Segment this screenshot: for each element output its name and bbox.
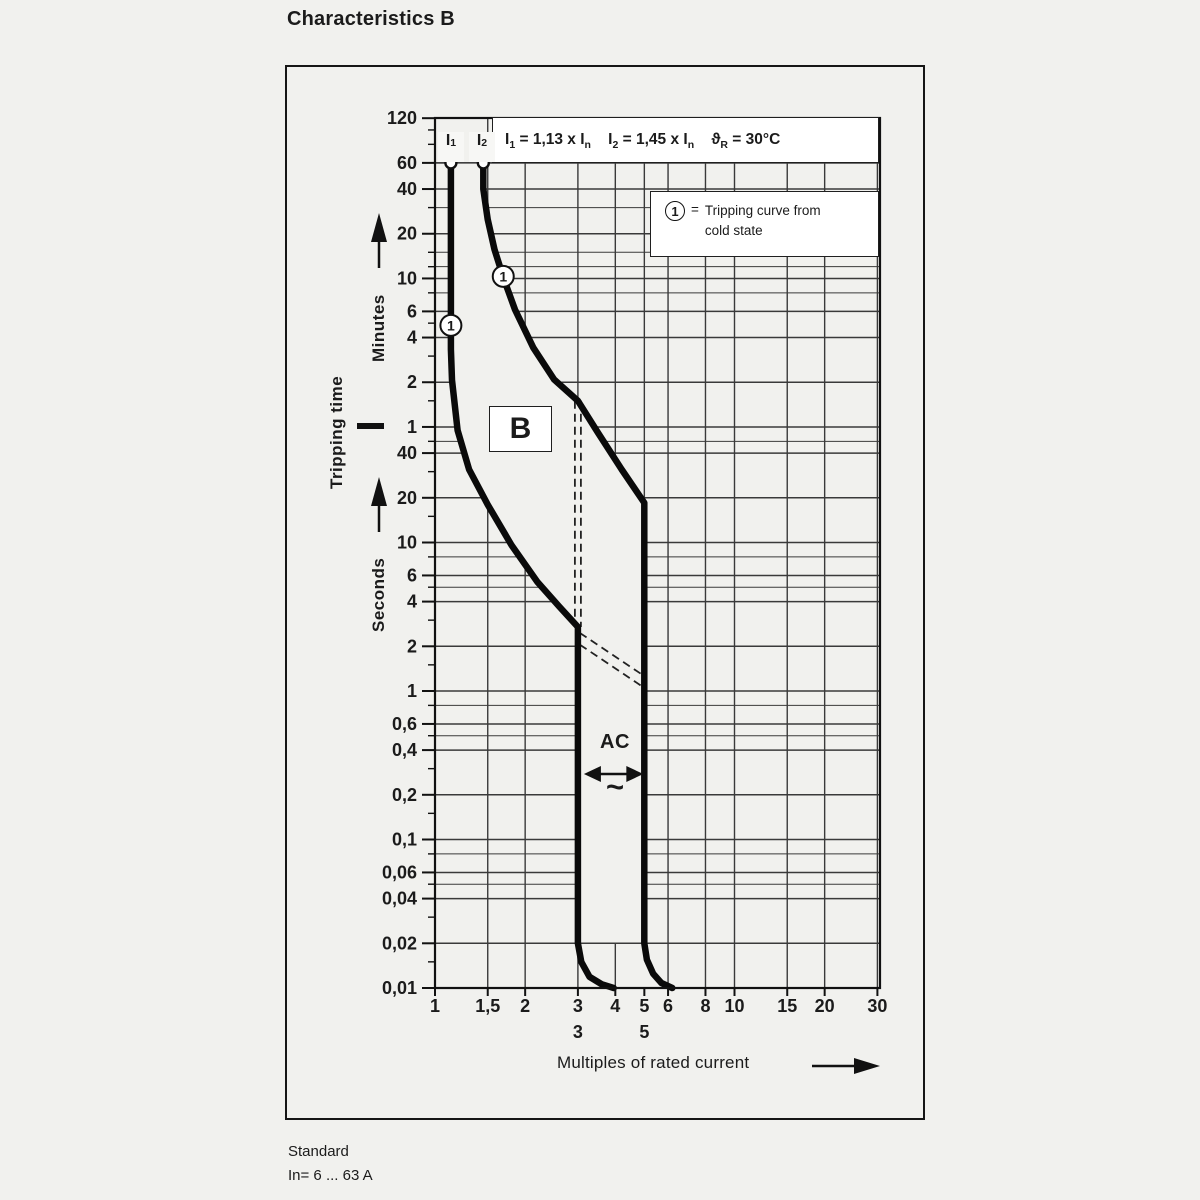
x-tick-label: 10	[724, 996, 745, 1016]
curve-start-label-i1	[438, 132, 464, 162]
x-tick-label: 5	[639, 996, 650, 1016]
y-tick-label: 0,2	[391, 784, 417, 805]
y-tick-label: 120	[386, 108, 417, 129]
x-tick-label: 6	[663, 996, 674, 1016]
formula-subscript: 1	[450, 136, 457, 149]
legend-text	[705, 201, 821, 242]
formula-text: = 30°C	[727, 131, 781, 148]
curve-start-label-i2	[469, 132, 495, 162]
formula-text: = 1,13 x I	[515, 131, 585, 148]
x-tick-label: 30	[867, 996, 888, 1016]
y-tick-label: 0,1	[391, 829, 417, 850]
formula-subscript: R	[720, 138, 728, 151]
y-axis-title: Tripping time	[327, 375, 346, 489]
formula-text: I	[590, 131, 613, 148]
y-axis-unit-minutes: Minutes	[369, 294, 388, 362]
y-tick-label: 1	[406, 416, 417, 437]
curve-marker-number: 1	[446, 317, 455, 334]
x-axis-title: Multiples of rated current	[557, 1053, 750, 1072]
page-title: Characteristics B	[287, 8, 455, 30]
y-tick-label: 0,02	[381, 933, 417, 954]
x-tick-label: 2	[520, 996, 531, 1016]
y-tick-label: 40	[396, 179, 417, 200]
footer	[288, 1140, 373, 1188]
y-tick-label: 10	[396, 532, 417, 553]
legend-equals: =	[691, 202, 699, 217]
x-tick-label: 3	[572, 996, 583, 1016]
y-tick-label: 6	[406, 301, 417, 322]
y-tick-label: 60	[396, 152, 417, 173]
formula-text: I	[445, 132, 451, 149]
x-tick-label: 15	[777, 996, 798, 1016]
y-tick-label: 40	[396, 443, 417, 464]
formula-text: = 1,45 x I	[618, 131, 688, 148]
formula-subscript: n	[687, 138, 695, 151]
ac-region-label: AC	[600, 731, 630, 753]
y-tick-label: 2	[406, 372, 417, 393]
x-axis-arrow-head	[854, 1058, 880, 1074]
legend-curve-marker: 1	[665, 201, 685, 221]
curve-marker-number: 1	[499, 268, 508, 285]
y-tick-label: 4	[406, 327, 417, 348]
formula-text: ϑ	[694, 131, 721, 148]
y-tick-label: 0,06	[381, 862, 417, 883]
formula-box	[492, 117, 879, 163]
y-tick-label: 0,6	[391, 713, 417, 734]
y-tick-label: 0,04	[381, 888, 417, 909]
y-tick-label: 4	[406, 591, 417, 612]
formula-subscript: 1	[509, 138, 516, 151]
footer-rated-current-range: In= 6 ... 63 A	[288, 1167, 373, 1184]
legend-box	[650, 191, 879, 257]
y-tick-label: 10	[396, 268, 417, 289]
x-tick-label: 1,5	[475, 996, 501, 1016]
y-tick-label: 0,4	[391, 740, 417, 761]
formula-subscript: 2	[481, 136, 488, 149]
y-tick-label: 2	[406, 636, 417, 657]
formula-text: I	[505, 131, 510, 148]
legend-line1: Tripping curve from	[704, 203, 821, 218]
y-tick-label: 1	[406, 681, 417, 701]
x-tick-label: 4	[610, 996, 621, 1016]
y-tick-label: 20	[396, 223, 417, 244]
y-axis-unit-seconds: Seconds	[369, 557, 388, 633]
x-tick-label: 20	[814, 996, 835, 1016]
unit-divider-dash	[357, 423, 384, 429]
x-tick-label: 8	[700, 996, 711, 1016]
y-tick-label: 6	[406, 565, 417, 586]
characteristic-b-label: B	[489, 406, 552, 452]
x-tick-label: 1	[429, 996, 441, 1016]
x-secondary-tick-label: 3	[572, 1022, 583, 1042]
formula-subscript: 2	[612, 138, 619, 151]
footer-standard: Standard	[288, 1143, 349, 1160]
ac-tilde-symbol: ~	[605, 769, 625, 804]
y-tick-label: 20	[396, 487, 417, 508]
x-secondary-tick-label: 5	[639, 1022, 650, 1042]
seconds-arrow-head	[371, 477, 387, 506]
y-tick-label: 0,01	[381, 978, 417, 998]
minutes-arrow-head	[371, 213, 387, 242]
legend-line2: cold state	[704, 223, 763, 239]
formula-subscript: n	[584, 138, 591, 151]
formula-text: I	[476, 132, 482, 149]
